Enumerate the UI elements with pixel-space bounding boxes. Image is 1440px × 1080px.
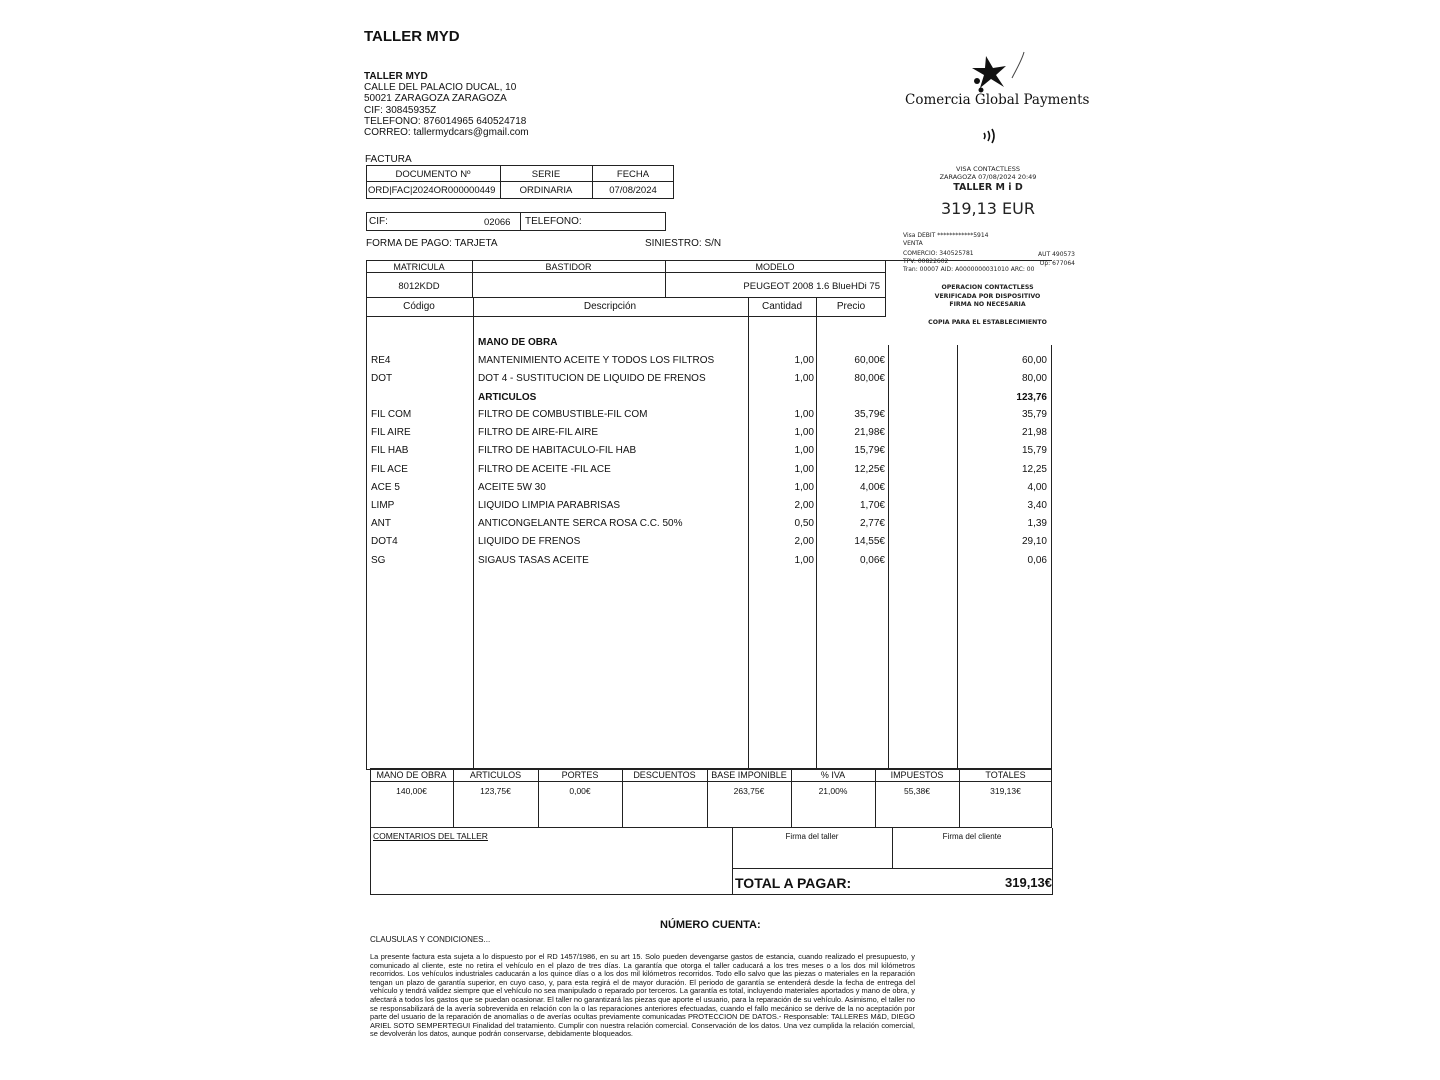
receipt-city-date: ZARAGOZA 07/08/2024 20:49 bbox=[939, 173, 1037, 181]
totals-header: DESCUENTOS bbox=[633, 770, 696, 780]
firma-cliente-label: Firma del cliente bbox=[942, 832, 1002, 841]
receipt-tpv: TPV: 00822602 bbox=[903, 258, 949, 265]
contactless-icon bbox=[980, 126, 1000, 151]
row-quantity: 1,00 bbox=[794, 554, 814, 566]
row-price: 14,55€ bbox=[854, 536, 885, 548]
codigo-header: Código bbox=[403, 301, 435, 312]
totals-value: 319,13€ bbox=[990, 786, 1021, 796]
table-row bbox=[0, 464, 1440, 482]
row-code: DOT bbox=[371, 373, 393, 385]
matricula-header: MATRICULA bbox=[393, 262, 445, 272]
bastidor-header: BASTIDOR bbox=[545, 262, 592, 272]
receipt-op: Op: 677064 bbox=[1039, 260, 1075, 267]
row-description: DOT 4 - SUSTITUCION DE LIQUIDO DE FRENOS bbox=[478, 373, 706, 385]
row-description: FILTRO DE ACEITE -FIL ACE bbox=[478, 463, 611, 475]
row-description: LIQUIDO DE FRENOS bbox=[478, 536, 581, 548]
receipt-merchant: TALLER M i D bbox=[953, 182, 1023, 193]
receipt-brand: Comercia Global Payments bbox=[905, 92, 1090, 108]
row-code: FIL ACE bbox=[371, 463, 408, 475]
legal-text: La presente factura esta sujeta a lo dispuesto por el RD 1457/1986, en su art 15. Solo pueden devengarse gastos de estancia, cuando realizado el presupuesto, y comunicado al cliente, este no retira el vehículo en el plazo de tres días. La garantía que otorga el taller caducará a los tres meses o a los dos mil kilómetros recorridos. Los vehículos industriales caducarán a los quince días o a los dos mil kilómetros recorridos. Todo ello salvo que las piezas o materiales en la reparación tengan un plazo de garantía superior, en cuyo caso, y, para esta regirá el de mayor duración. El periodo de garantía se entenderá desde la fecha de entrega del vehículo y tendrá validez siempre que el vehículo no sea manipulado o reparado por terceros. La garantía es total, incluyendo materiales aportados y mano de obra, y afectará a todos los gastos que se puedan ocasionar. El taller no garantizará las piezas que aporte el usuario, para la reparación de su vehículo. Asimismo, el taller no se responsabilizará de la avería sobrevenida en relación con la o las reparaciones anteriores efectuadas, cuando el fallo mecánico se derive de la no aceptación por parte del usuario de la reparación de anomalías o de averías ocultas previamente comunicadas PROTECCION DE DATOS.- Responsable: TALLERES M&D, DIEGO ARIEL SOTO SEMPERTEGUI Finalidad del tratamiento. Cumplir con nuestra relación comercial. Conservación de los datos. Una vez cumplida la relación comercial, se devolverán los datos, aunque podrán conservarse, debidamente bloqueados. bbox=[370, 952, 915, 1039]
table-row bbox=[0, 500, 1440, 518]
receipt-copia: COPIA PARA EL ESTABLECIMIENTO bbox=[928, 319, 1047, 326]
table-row bbox=[0, 518, 1440, 536]
row-description: FILTRO DE COMBUSTIBLE-FIL COM bbox=[478, 409, 648, 420]
receipt-verificada: VERIFICADA POR DISPOSITIVO bbox=[934, 293, 1041, 300]
client-phone-label: TELEFONO: bbox=[525, 216, 582, 227]
row-code: ACE 5 bbox=[371, 481, 400, 493]
company-email: CORREO: tallermydcars@gmail.com bbox=[364, 127, 529, 139]
company-phone: TELEFONO: 876014965 640524718 bbox=[364, 115, 527, 127]
fecha-value: 07/08/2024 bbox=[609, 185, 657, 196]
company-cif: CIF: 30845935Z bbox=[364, 104, 437, 116]
row-quantity: 2,00 bbox=[794, 536, 814, 548]
row-total: 3,40 bbox=[1027, 500, 1047, 511]
numero-cuenta-label: NÚMERO CUENTA: bbox=[660, 919, 761, 931]
precio-header: Precio bbox=[836, 301, 866, 312]
row-quantity: 1,00 bbox=[794, 373, 814, 385]
table-row bbox=[0, 445, 1440, 463]
client-box bbox=[366, 212, 666, 231]
row-code: FIL HAB bbox=[371, 445, 409, 457]
client-cif-value: 02066 bbox=[484, 217, 511, 228]
table-row bbox=[0, 409, 1440, 427]
totals-header: ARTICULOS bbox=[469, 770, 522, 780]
row-description: MANTENIMIENTO ACEITE Y TODOS LOS FILTROS bbox=[478, 355, 715, 366]
company-name: TALLER MYD bbox=[364, 71, 428, 82]
receipt-firma: FIRMA NO NECESARIA bbox=[949, 301, 1026, 308]
row-description: SIGAUS TASAS ACEITE bbox=[478, 554, 589, 566]
section-mano-obra: MANO DE OBRA bbox=[478, 337, 558, 348]
row-price: 21,98€ bbox=[854, 427, 885, 439]
table-row bbox=[0, 555, 1440, 573]
table-row bbox=[0, 373, 1440, 391]
section-articulos: ARTICULOS bbox=[478, 392, 537, 403]
row-price: 35,79€ bbox=[854, 409, 885, 420]
totals-value: 55,38€ bbox=[904, 786, 930, 796]
modelo-value: PEUGEOT 2008 1.6 BlueHDi 75 bbox=[743, 281, 880, 292]
row-price: 80,00€ bbox=[854, 373, 885, 385]
table-row bbox=[0, 427, 1440, 445]
row-total: 21,98 bbox=[1021, 427, 1047, 439]
row-price: 60,00€ bbox=[854, 355, 885, 366]
totals-value: 140,00€ bbox=[396, 786, 427, 796]
table-row bbox=[0, 482, 1440, 500]
row-quantity: 1,00 bbox=[794, 481, 814, 493]
totals-header: TOTALES bbox=[985, 770, 1026, 780]
row-quantity: 1,00 bbox=[794, 427, 814, 439]
receipt-contactless-label: VISA CONTACTLESS bbox=[956, 165, 1020, 173]
doc-value: ORD|FAC|2024OR000000449 bbox=[368, 185, 496, 196]
table-row bbox=[0, 536, 1440, 554]
row-total: 35,79 bbox=[1021, 409, 1047, 420]
row-code: DOT4 bbox=[371, 536, 398, 548]
row-price: 0,06€ bbox=[859, 554, 885, 566]
row-price: 1,70€ bbox=[859, 500, 885, 511]
row-total: 4,00 bbox=[1027, 481, 1047, 493]
company-address-line2: 50021 ZARAGOZA ZARAGOZA bbox=[364, 93, 507, 105]
serie-value: ORDINARIA bbox=[519, 185, 573, 196]
row-code: ANT bbox=[371, 518, 391, 530]
comentarios-label: COMENTARIOS DEL TALLER bbox=[373, 831, 488, 841]
receipt-aut: AUT 490573 bbox=[1038, 251, 1075, 258]
row-total: 12,25 bbox=[1021, 463, 1047, 475]
totals-header: % IVA bbox=[820, 770, 846, 780]
row-description: FILTRO DE AIRE-FIL AIRE bbox=[478, 427, 599, 439]
row-code: RE4 bbox=[371, 355, 391, 366]
row-description: LIQUIDO LIMPIA PARABRISAS bbox=[478, 500, 621, 511]
receipt-card: Visa DEBIT ************5914 bbox=[903, 232, 989, 239]
totals-header: PORTES bbox=[561, 770, 599, 780]
modelo-header: MODELO bbox=[755, 262, 795, 272]
client-cif-label: CIF: bbox=[369, 216, 388, 227]
row-quantity: 1,00 bbox=[794, 355, 814, 366]
section-articulos-total: 123,76 bbox=[1016, 392, 1047, 403]
row-quantity: 0,50 bbox=[794, 518, 814, 530]
row-total: 0,06 bbox=[1027, 554, 1047, 566]
invoice-label: FACTURA bbox=[365, 154, 412, 165]
receipt-op-contactless: OPERACION CONTACTLESS bbox=[941, 284, 1034, 291]
page-title: TALLER MYD bbox=[364, 28, 460, 45]
clausulas-label: CLAUSULAS Y CONDICIONES... bbox=[370, 935, 491, 944]
row-price: 15,79€ bbox=[854, 445, 885, 457]
row-code: LIMP bbox=[371, 500, 395, 511]
serie-header: SERIE bbox=[531, 169, 561, 180]
row-code: FIL AIRE bbox=[371, 427, 411, 439]
row-total: 60,00 bbox=[1021, 355, 1047, 366]
row-total: 29,10 bbox=[1021, 536, 1047, 548]
totals-header: BASE IMPONIBLE bbox=[711, 770, 787, 780]
row-code: SG bbox=[371, 554, 386, 566]
row-quantity: 1,00 bbox=[794, 463, 814, 475]
descripcion-header: Descripción bbox=[583, 301, 637, 312]
matricula-value: 8012KDD bbox=[398, 281, 440, 292]
company-address-line1: CALLE DEL PALACIO DUCAL, 10 bbox=[364, 82, 517, 94]
row-total: 1,39 bbox=[1027, 518, 1047, 530]
row-code: FIL COM bbox=[371, 409, 412, 420]
totals-header: IMPUESTOS bbox=[890, 770, 944, 780]
row-quantity: 1,00 bbox=[794, 409, 814, 420]
firma-taller-label: Firma del taller bbox=[785, 832, 839, 841]
table-row bbox=[0, 355, 1440, 373]
totals-header: MANO DE OBRA bbox=[376, 770, 447, 780]
receipt-comercio: COMERCIO: 340525781 bbox=[903, 250, 974, 257]
receipt-venta: VENTA bbox=[903, 240, 923, 247]
siniestro: SINIESTRO: S/N bbox=[645, 238, 722, 249]
row-price: 4,00€ bbox=[859, 481, 885, 493]
total-pagar-label: TOTAL A PAGAR: bbox=[735, 875, 852, 891]
totals-value: 123,75€ bbox=[480, 786, 511, 796]
row-description: FILTRO DE HABITACULO-FIL HAB bbox=[478, 445, 637, 457]
row-description: ANTICONGELANTE SERCA ROSA C.C. 50% bbox=[478, 518, 683, 530]
totals-value: 0,00€ bbox=[569, 786, 591, 796]
doc-header: DOCUMENTO Nº bbox=[395, 169, 471, 180]
row-description: ACEITE 5W 30 bbox=[478, 481, 546, 493]
row-total: 80,00 bbox=[1021, 373, 1047, 385]
company-info bbox=[364, 71, 529, 138]
totals-value: 263,75€ bbox=[733, 786, 765, 796]
row-quantity: 2,00 bbox=[794, 500, 814, 511]
payment-method: FORMA DE PAGO: TARJETA bbox=[366, 238, 498, 249]
cantidad-header: Cantidad bbox=[761, 301, 803, 312]
total-pagar-value: 319,13€ bbox=[1005, 875, 1052, 890]
totals-value: 21,00% bbox=[818, 786, 848, 796]
row-price: 12,25€ bbox=[854, 463, 885, 475]
row-total: 15,79 bbox=[1021, 445, 1047, 457]
caixa-star-logo bbox=[966, 50, 1026, 94]
fecha-header: FECHA bbox=[616, 169, 650, 180]
row-price: 2,77€ bbox=[859, 518, 885, 530]
receipt-amount: 319,13 EUR bbox=[940, 199, 1035, 218]
row-quantity: 1,00 bbox=[794, 445, 814, 457]
receipt-tran: Tran: 00007 AID: A0000000031010 ARC: 00 bbox=[903, 266, 1035, 273]
